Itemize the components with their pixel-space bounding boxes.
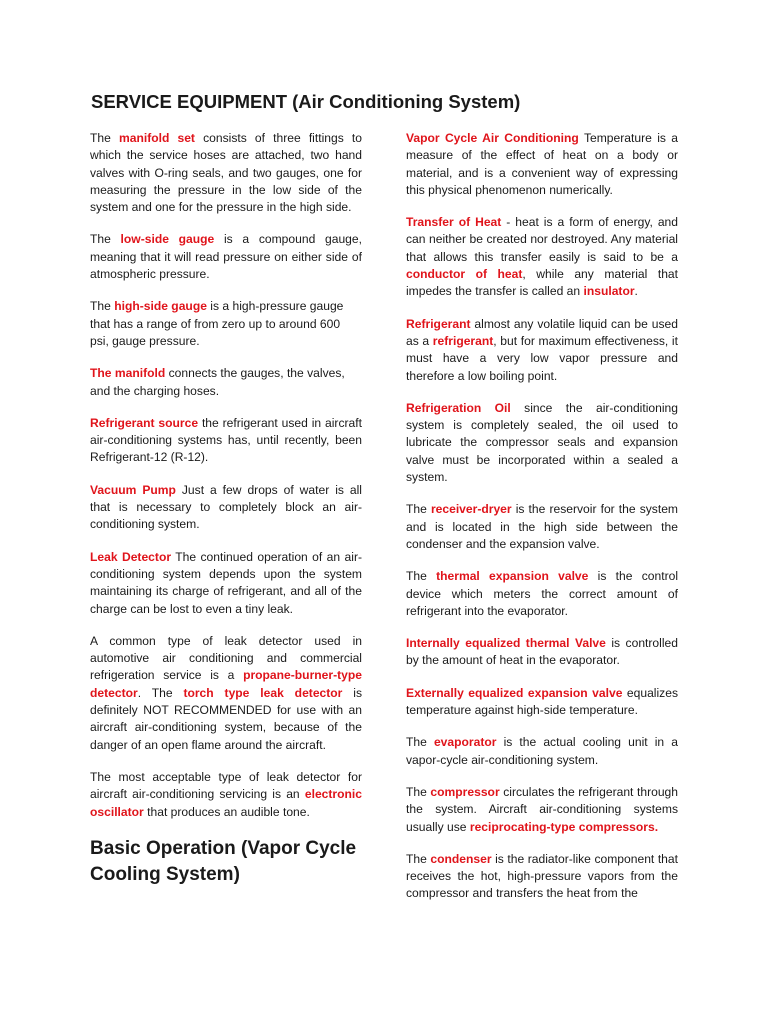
body-text: The most acceptable type of leak detector for aircraft air-conditioning servicing is an: [90, 769, 362, 802]
keyword-term: thermal expansion valve: [436, 569, 589, 584]
body-text: connects the gauges, the valves, and the charging hoses.: [90, 366, 345, 398]
left-column: [90, 130, 362, 888]
body-text: since the air-conditioning system is completely sealed, the oil used to lubricate the compressor seals and expansion valve must be incorporated within a sealed a system.: [406, 400, 678, 485]
keyword-term: Refrigeration Oil: [406, 400, 511, 415]
body-text: .: [634, 284, 638, 299]
body-text: , while any material that impedes the transfer is called an: [406, 267, 679, 299]
paragraph: [406, 685, 678, 720]
keyword-term: evaporator: [433, 735, 497, 750]
body-text: The: [406, 784, 431, 799]
keyword-term: Vacuum Pump: [90, 482, 176, 497]
paragraph: [406, 130, 678, 199]
paragraph: [90, 130, 362, 216]
body-text: Just a few drops of water is all that is necessary to completely block an air-conditioning system.: [90, 482, 362, 532]
paragraph: [406, 214, 678, 300]
body-text: circulates the refrigerant through the system. Aircraft air-conditioning systems usually use: [406, 784, 678, 834]
keyword-term: manifold set: [118, 131, 195, 145]
keyword-term: reciprocating-type compressors.: [469, 819, 659, 834]
keyword-term: Vapor Cycle Air Conditioning: [406, 131, 579, 145]
keyword-term: propane-burner-type detector: [90, 668, 362, 700]
body-text: The: [90, 299, 115, 314]
body-text: is a compound gauge, meaning that it will read pressure on either side of atmospheric pressure.: [90, 232, 362, 282]
paragraph: [90, 633, 362, 754]
body-text: The: [406, 851, 431, 866]
body-text: The: [406, 569, 437, 584]
keyword-term: condenser: [430, 851, 492, 866]
body-text: The: [406, 502, 431, 517]
paragraph: [406, 501, 678, 553]
keyword-term: conductor of heat: [406, 267, 523, 282]
body-text: The: [90, 232, 121, 247]
body-text: almost any volatile liquid can be used as a: [406, 316, 678, 348]
keyword-term: Refrigerant source: [90, 415, 199, 430]
keyword-term: Internally equalized thermal Valve: [406, 636, 606, 651]
paragraph: [90, 415, 362, 467]
paragraph: [90, 769, 362, 821]
keyword-term: Refrigerant: [406, 316, 471, 331]
body-text: consists of three fittings to which the service hoses are attached, two hand valves with O-ring seals, and two gauges, one for measuring the pressure in the low side of the system and one for the pressure in the high side.: [90, 131, 362, 215]
paragraph: [90, 482, 362, 534]
body-text: The: [406, 735, 434, 750]
keyword-term: Leak Detector: [90, 549, 172, 564]
paragraph: [406, 734, 678, 769]
body-text: is definitely NOT RECOMMENDED for use with an aircraft air-conditioning system, because of the danger of an open flame around the aircraft.: [90, 685, 363, 752]
right-paragraphs: [406, 130, 678, 903]
keyword-term: Transfer of Heat: [406, 215, 502, 230]
paragraph: [406, 568, 678, 620]
body-text: is the reservoir for the system and is located in the high side between the condenser and the expansion valve.: [406, 502, 678, 551]
body-text: is the actual cooling unit in a vapor-cycle air-conditioning system.: [406, 735, 678, 767]
right-column: [406, 130, 678, 918]
keyword-term: The manifold: [90, 366, 166, 381]
keyword-term: low-side gauge: [120, 232, 215, 247]
keyword-term: high-side gauge: [114, 299, 207, 314]
paragraph: [90, 365, 362, 400]
paragraph: [406, 635, 678, 670]
keyword-term: electronic oscillator: [90, 787, 362, 819]
keyword-term: compressor: [430, 784, 500, 799]
section-heading: Basic Operation (Vapor Cycle Cooling System): [90, 837, 357, 885]
body-text: equalizes temperature against high-side temperature.: [406, 685, 678, 718]
keyword-term: receiver-dryer: [430, 502, 512, 517]
paragraph: [406, 851, 678, 903]
body-text: the refrigerant used in aircraft air-conditioning systems has, until recently, been Refrigerant-12 (R-12).: [90, 415, 362, 465]
paragraph: [406, 316, 678, 385]
body-text: . The: [137, 685, 184, 700]
body-text: A common type of leak detector used in automotive air conditioning and commercial refrigeration service is a: [90, 633, 362, 683]
body-text: that produces an audible tone.: [143, 804, 310, 819]
body-text: , but for maximum effectiveness, it must have a very low vapor pressure and therefore a low boiling point.: [406, 333, 678, 383]
body-text: The continued operation of an air-conditioning system depends upon the system maintaining its charge of refrigerant, and all of the charge can be lost to even a tiny leak.: [90, 549, 362, 616]
left-paragraphs: [90, 130, 362, 821]
body-text: is the radiator-like component that receives the hot, high-pressure vapors from the compressor and transfers the heat from the: [406, 851, 678, 901]
keyword-term: refrigerant: [432, 333, 494, 348]
body-text: The: [90, 131, 119, 145]
body-text: is controlled by the amount of heat in the evaporator.: [406, 636, 678, 668]
paragraph: [90, 231, 362, 283]
paragraph: [90, 549, 362, 618]
body-text: is a high-pressure gauge that has a range of from zero up to around 600 psi, gauge pressure.: [90, 299, 344, 348]
page-title: SERVICE EQUIPMENT (Air Conditioning System): [91, 91, 521, 112]
paragraph: [90, 298, 362, 350]
keyword-term: insulator: [583, 284, 635, 299]
paragraph: [406, 784, 678, 836]
body-text: Temperature is a measure of the effect of heat on a body or material, and is a convenient way of expressing this physical phenomenon numerically.: [406, 131, 678, 197]
keyword-term: Externally equalized expansion valve: [406, 685, 623, 700]
paragraph: [406, 400, 678, 486]
body-text: - heat is a form of energy, and can neither be created nor destroyed. Any material that allows this transfer easily is said to be a: [406, 215, 679, 264]
keyword-term: torch type leak detector: [183, 685, 343, 700]
body-text: is the control device which meters the correct amount of refrigerant into the evaporator.: [406, 569, 679, 618]
